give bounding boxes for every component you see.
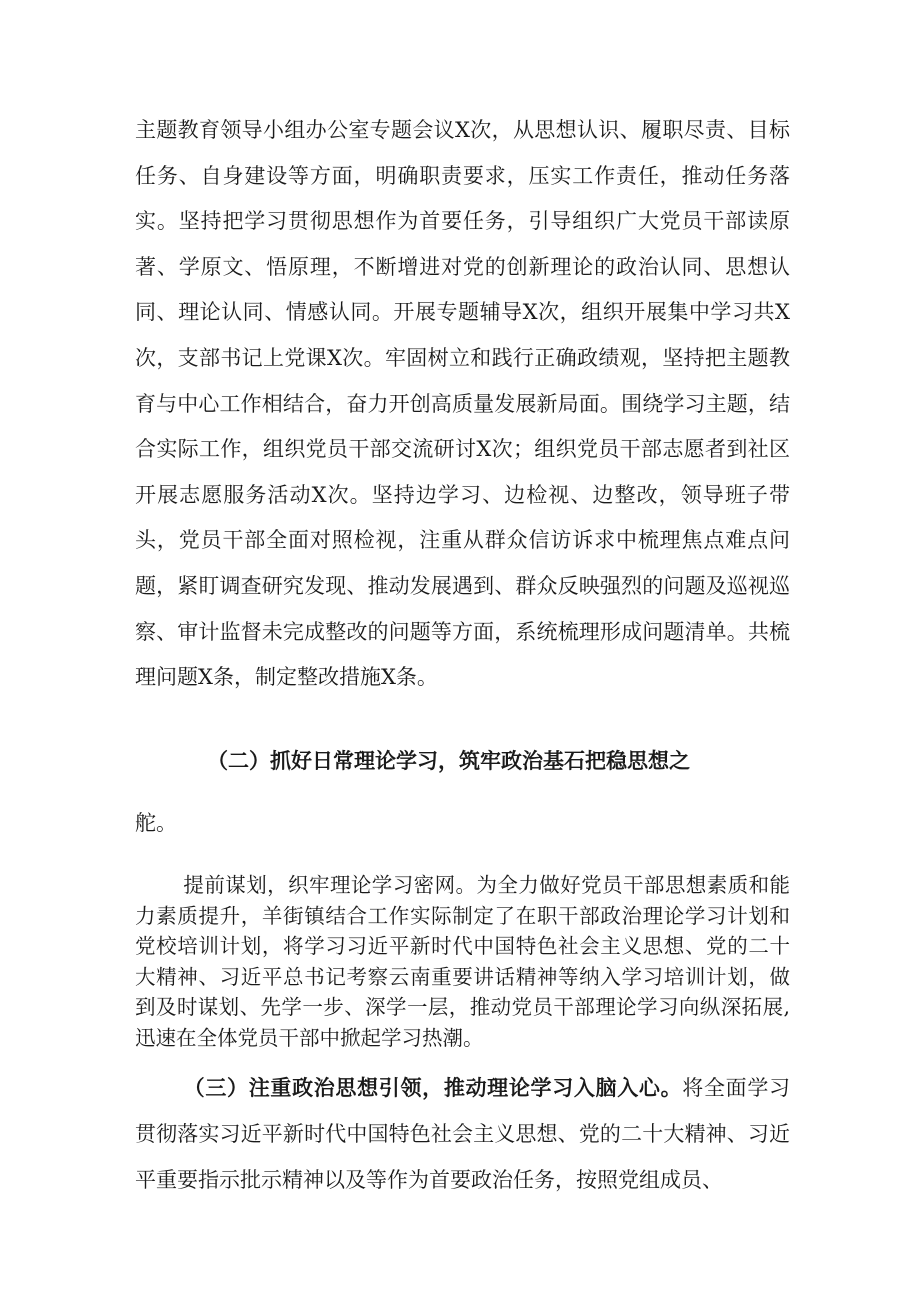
section-heading-two-tail: 舵。 [135,811,177,835]
paragraph-theory-study-plan-text: 提前谋划，织牢理论学习密网。为全力做好党员干部思想素质和能力素质提升，羊街镇结合工作实际制定了在职干部政治理论学习计划和党校培训计划，将学习习近平新时代中国特色社会主义思想、党的二十大精神、习近平总书记考察云南重要讲话精神等纳入学习培训计划，做到及时谋划、先学一步、深学一层，推动党员干部理论学习向纵深拓展,迅速在全体党员干部中掀起学习热潮。 [135,873,790,1050]
paragraph-study-education-summary: 主题教育领导小组办公室专题会议X次，从思想认识、履职尽责、目标任务、自身建设等方面，明确职责要求，压实工作责任，推动任务落实。坚持把学习贯彻思想作为首要任务，引导组织广大党员干部读原著、学原文、悟原理，不断增进对党的创新理论的政治认同、思想认同、理论认同、情感认同。开展专题辅导X次，组织开展集中学习共X次，支部书记上党课X次。牢固树立和践行正确政绩观，坚持把主题教育与中心工作相结合，奋力开创高质量发展新局面。围绕学习主题，结合实际工作，组织党员干部交流研讨X次；组织党员干部志愿者到社区开展志愿服务活动X次。坚持边学习、边检视、边整改，领导班子带头，党员干部全面对照检视，注重从群众信访诉求中梳理焦点难点问题，紧盯调查研究发现、推动发展遇到、群众反映强烈的问题及巡视巡察、审计监督未完成整改的问题等方面，系统梳理形成问题清单。共梳理问题X条，制定整改措施X条。 [135,118,790,690]
paragraph-theory-study-plan [135,870,790,1054]
section-heading-three: （三）注重政治思想引领，推动理论学习入脑入心。 [183,1075,683,1100]
section-heading-two: （二）抓好日常理论学习，筑牢政治基石把稳思想之 [207,748,690,773]
paragraph-political-guidance [135,1065,790,1203]
paragraph-political-guidance-text: 将全面学习贯彻落实习近平新时代中国特色社会主义思想、党的二十大精神、习近平重要指示批示精神以及等作为首要政治任务，按照党组成员、 [135,1076,791,1192]
